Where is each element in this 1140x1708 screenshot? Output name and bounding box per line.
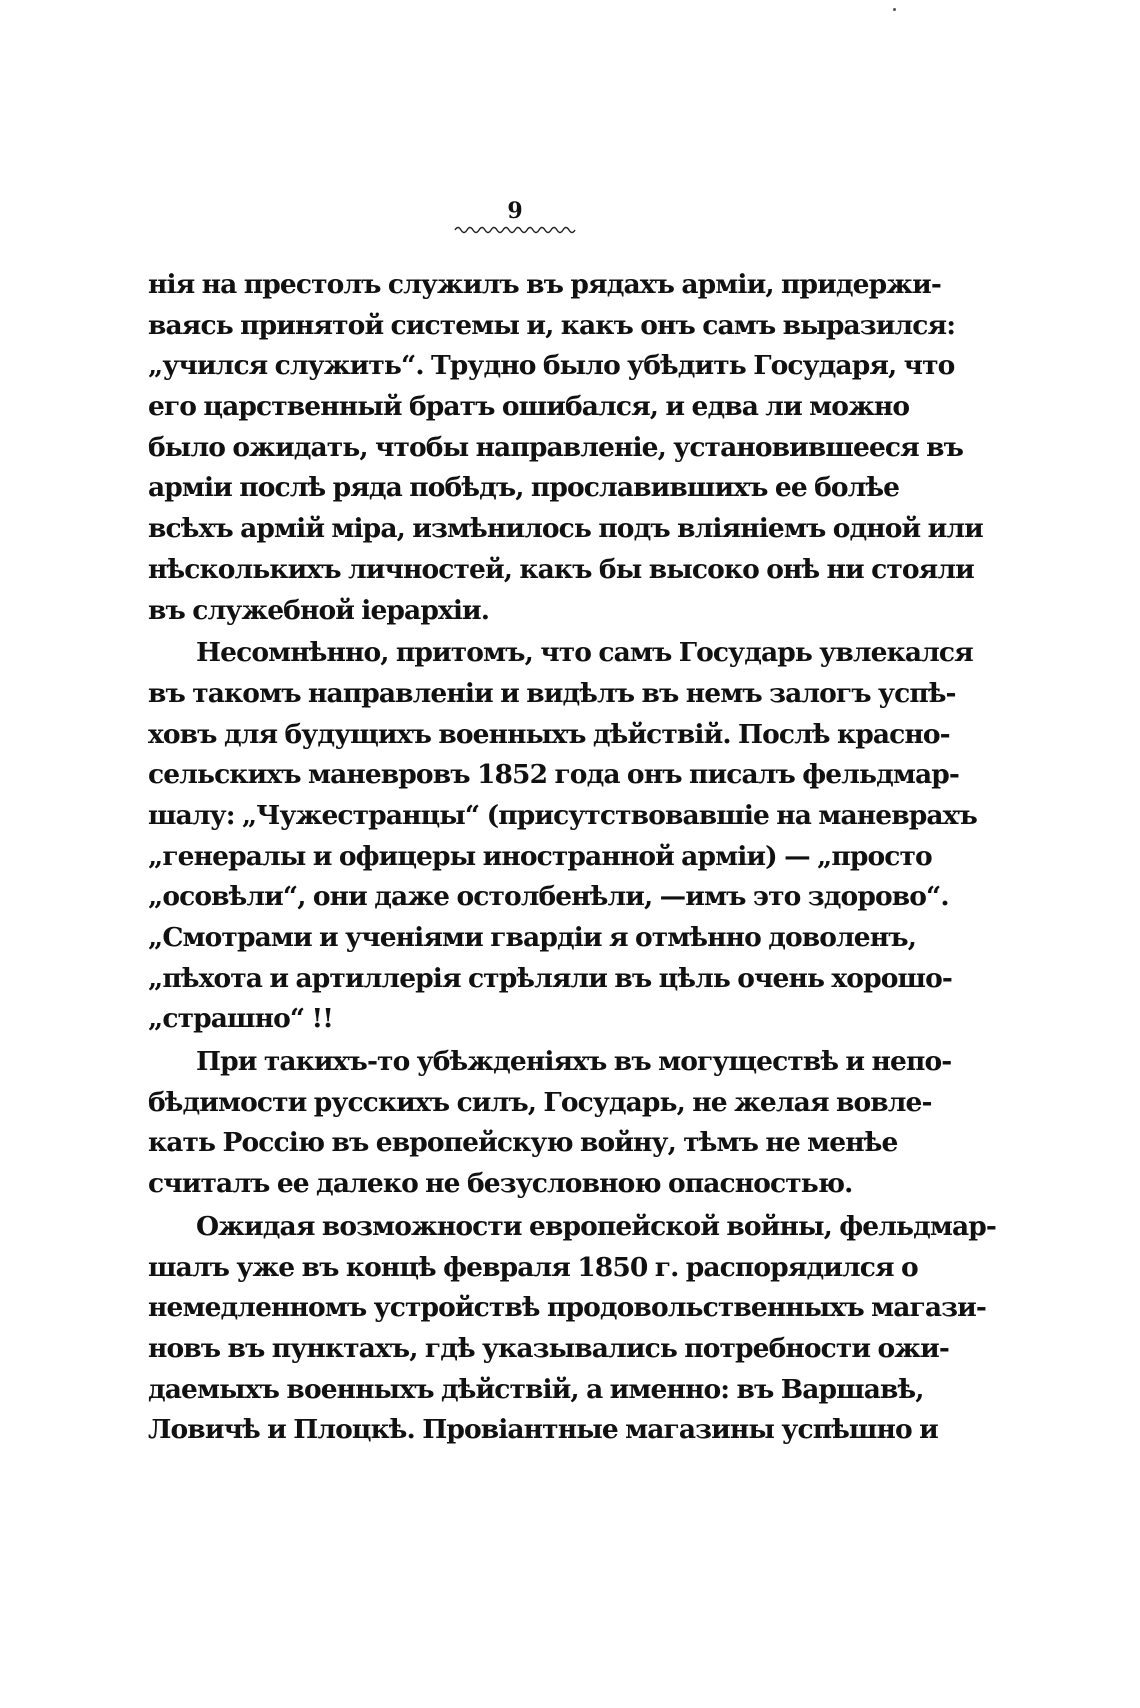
text-line: считалъ ее далеко не безусловною опасностью. xyxy=(148,1168,853,1200)
page-header xyxy=(440,198,590,234)
text-line: „страшно“ !! xyxy=(148,1003,333,1035)
wavy-rule-ornament xyxy=(453,224,577,234)
text-line: Ожидая возможности европейской войны, фельдмар- xyxy=(196,1210,996,1242)
text-line: его царственный братъ ошибался, и едва ли можно xyxy=(148,391,910,423)
text-line: Ловичѣ и Плоцкѣ. Провіантные магазины успѣшно и xyxy=(148,1414,938,1446)
text-line: ховъ для будущихъ военныхъ дѣйствій. Послѣ красно- xyxy=(148,718,950,750)
scan-speck xyxy=(893,8,896,11)
text-line: нѣсколькихъ личностей, какъ бы высоко онѣ ни стояли xyxy=(148,553,974,585)
text-line: „пѣхота и артиллерія стрѣляли въ цѣль очень хорошо- xyxy=(148,962,952,994)
text-line: бѣдимости русскихъ силъ, Государь, не желая вовле- xyxy=(148,1086,932,1118)
text-line: новъ въ пунктахъ, гдѣ указывались потребности ожи- xyxy=(148,1332,949,1364)
body-text xyxy=(148,265,996,1451)
text-line: даемыхъ военныхъ дѣйствій, а именно: въ Варшавѣ, xyxy=(148,1373,924,1405)
text-line: „Смотрами и ученіями гвардіи я отмѣнно доволенъ, xyxy=(148,922,917,953)
text-line: „генералы и офицеры иностранной арміи) — „просто xyxy=(148,840,932,872)
text-line: шалъ уже въ концѣ февраля 1850 г. распорядился о xyxy=(148,1251,918,1283)
text-line: въ служебной іерархіи. xyxy=(148,594,490,626)
text-line: немедленномъ устройствѣ продовольственныхъ магази- xyxy=(148,1292,986,1324)
text-line: шалу: „Чужестранцы“ (присутствовавшіе на маневрахъ xyxy=(148,799,977,831)
text-line: арміи послѣ ряда побѣдъ, прославившихъ ее болѣе xyxy=(148,472,900,504)
text-line: нія на престолъ служилъ въ рядахъ арміи, придержи- xyxy=(148,269,941,300)
text-line: всѣхъ армій міра, измѣнилось подъ вліяніемъ одной или xyxy=(148,513,983,545)
text-line: Несомнѣнно, притомъ, что самъ Государь увлекался xyxy=(196,637,973,669)
text-line: было ожидать, чтобы направленіе, установившееся въ xyxy=(148,431,964,463)
text-line: „осовѣли“, они даже остолбенѣли, —имъ это здорово“. xyxy=(148,881,949,913)
text-line: кать Россію въ европейскую войну, тѣмъ не менѣе xyxy=(148,1127,898,1159)
text-line: „учился служить“. Трудно было убѣдить Государя, что xyxy=(148,350,955,382)
page-number: 9 xyxy=(507,198,523,224)
text-line: сельскихъ маневровъ 1852 года онъ писалъ фельдмар- xyxy=(148,759,959,791)
text-line: въ такомъ направленіи и видѣлъ въ немъ залогъ успѣ- xyxy=(148,677,956,709)
text-line: При такихъ-то убѣжденіяхъ въ могуществѣ и непо- xyxy=(196,1046,952,1078)
text-line: ваясь принятой системы и, какъ онъ самъ выразился: xyxy=(148,309,956,341)
